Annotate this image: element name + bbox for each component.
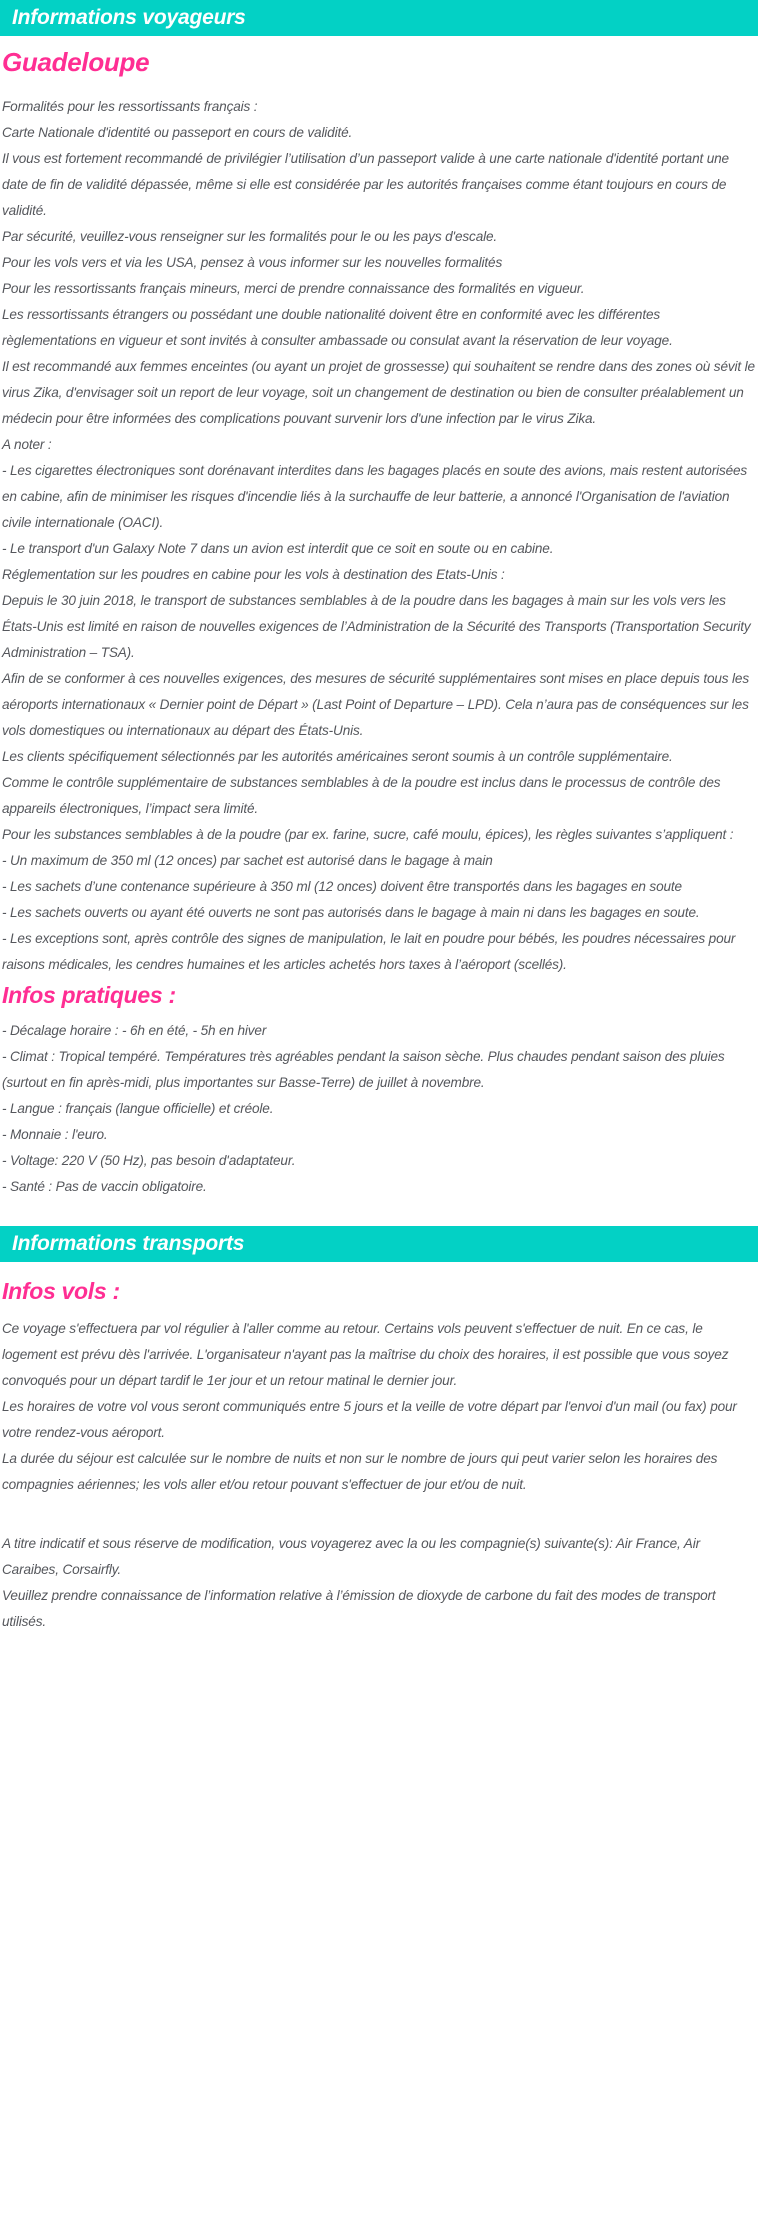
powder-rule-line: - Les exceptions sont, après contrôle des signes de manipulation, le lait en poudre pour bébés, les poudres nécessaires pour raisons médicales, les cendres humaines et les articles achetés hors taxes à l’aéroport (scellés). xyxy=(2,931,736,972)
paragraph-passeport-recommande: Il vous est fortement recommandé de privilégier l’utilisation d’un passeport valide à une carte nationale d'identité portant une date de fin de validité dépassée, même si elle est considérée par les autorités françaises comme étant toujours en cours de validité. xyxy=(2,151,729,218)
list-item-monnaie: - Monnaie : l'euro. xyxy=(2,1127,108,1142)
paragraph-galaxy-note7: - Le transport d'un Galaxy Note 7 dans un avion est interdit que ce soit en soute ou en cabine. xyxy=(2,541,554,556)
list-item-decalage-horaire: - Décalage horaire : - 6h en été, - 5h en hiver xyxy=(2,1023,267,1038)
list-item-voltage: - Voltage: 220 V (50 Hz), pas besoin d'adaptateur. xyxy=(2,1153,296,1168)
infos-pratiques-heading: Infos pratiques : xyxy=(2,982,176,1008)
section-bar-transports xyxy=(0,1226,758,1262)
paragraph-duree-sejour: La durée du séjour est calculée sur le nombre de nuits et non sur le nombre de jours qui peut varier selon les horaires des compagnies aériennes; les vols aller et/ou retour pouvant s'effectuer de jour et/ou de nuit. xyxy=(2,1451,718,1492)
powder-rule-line: Les clients spécifiquement sélectionnés par les autorités américaines seront soumis à un contrôle supplémentaire. xyxy=(2,749,673,764)
powder-rule-line: - Les sachets d’une contenance supérieure à 350 ml (12 onces) doivent être transportés dans les bagages en soute xyxy=(2,879,682,894)
paragraph-virus-zika: Il est recommandé aux femmes enceintes (ou ayant un projet de grossesse) qui souhaitent se rendre dans des zones où sévit le virus Zika, d'envisager soit un report de leur voyage, soit un changement de destination ou bien de consulter préalablement un médecin pour être informées des complications pouvant survenir lors d'une infection par le virus Zika. xyxy=(2,359,755,426)
section-title-voyageurs: Informations voyageurs xyxy=(12,6,246,29)
paragraph-formalites-intro: Formalités pour les ressortissants français : xyxy=(2,99,258,114)
paragraph-a-noter: A noter : xyxy=(2,437,52,452)
paragraph-etrangers-double-nationalite: Les ressortissants étrangers ou possédant une double nationalité doivent être en conformité avec les différentes règlementations en vigueur et sont invités à consulter ambassade ou consulat avant la réservation de leur voyage. xyxy=(2,307,673,348)
list-item-langue: - Langue : français (langue officielle) et créole. xyxy=(2,1101,274,1116)
powder-rule-line: Comme le contrôle supplémentaire de substances semblables à de la poudre est inclus dans le processus de contrôle des appareils électroniques, l’impact sera limité. xyxy=(2,775,721,816)
powder-rule-line: Pour les substances semblables à de la poudre (par ex. farine, sucre, café moulu, épices), les règles suivantes s’appliquent : xyxy=(2,827,734,842)
infos-vols-heading: Infos vols : xyxy=(2,1278,120,1304)
powder-rule-line: - Les sachets ouverts ou ayant été ouverts ne sont pas autorisés dans le bagage à main ni dans les bagages en soute. xyxy=(2,905,700,920)
powder-rule-line: - Un maximum de 350 ml (12 onces) par sachet est autorisé dans le bagage à main xyxy=(2,853,493,868)
infos-pratiques-list xyxy=(0,1018,758,1200)
powder-rule-line: Depuis le 30 juin 2018, le transport de substances semblables à de la poudre dans les bagages à main sur les vols vers les États-Unis est limité en raison de nouvelles exigences de l’Administration de la Sécurité des Transports (Transportation Security Administration – TSA). xyxy=(2,593,751,660)
paragraph-pays-escale: Par sécurité, veuillez-vous renseigner sur les formalités pour le ou les pays d'escale. xyxy=(2,229,498,244)
paragraph-vol-regulier: Ce voyage s'effectuera par vol régulier à l'aller comme au retour. Certains vols peuvent s'effectuer de nuit. En ce cas, le logement est prévu dès l'arrivée. L'organisateur n'ayant pas la maîtrise du choix des horaires, il est possible que vous soyez convoqués pour un départ tardif le 1er jour et un retour matinal le dernier jour. xyxy=(2,1321,729,1388)
paragraph-cigarettes-electroniques: - Les cigarettes électroniques sont dorénavant interdites dans les bagages placés en soute des avions, mais restent autorisées en cabine, afin de minimiser les risques d'incendie liés à la surchauffe de leur batterie, a annoncé l'Organisation de l'aviation civile internationale (OACI). xyxy=(2,463,748,530)
powder-rule-line: Réglementation sur les poudres en cabine pour les vols à destination des Etats-Unis : xyxy=(2,567,505,582)
section-bar-voyageurs xyxy=(0,0,758,36)
powder-rules-block xyxy=(0,562,758,978)
list-item-climat: - Climat : Tropical tempéré. Températures très agréables pendant la saison sèche. Plus chaudes pendant saison des pluies (surtout en fin après-midi, plus importantes sur Basse-Terre) de juillet à novembre. xyxy=(2,1049,725,1090)
paragraph-vols-usa: Pour les vols vers et via les USA, pensez à vous informer sur les nouvelles formalités xyxy=(2,255,503,270)
destination-heading: Guadeloupe xyxy=(2,47,150,77)
list-item-sante: - Santé : Pas de vaccin obligatoire. xyxy=(2,1179,207,1194)
section-title-transports: Informations transports xyxy=(12,1232,245,1255)
paragraph-carte-identite: Carte Nationale d'identité ou passeport en cours de validité. xyxy=(2,125,353,140)
paragraph-horaires-vol: Les horaires de votre vol vous seront communiqués entre 5 jours et la veille de votre départ par l'envoi d'un mail (ou fax) pour votre rendez-vous aéroport. xyxy=(2,1399,737,1440)
horaires-block xyxy=(0,1394,758,1498)
paragraph-emission-co2: Veuillez prendre connaissance de l’information relative à l’émission de dioxyde de carbone du fait des modes de transport utilisés. xyxy=(2,1588,716,1629)
paragraph-mineurs: Pour les ressortissants français mineurs, merci de prendre connaissance des formalités en vigueur. xyxy=(2,281,585,296)
powder-rule-line: Afin de se conformer à ces nouvelles exigences, des mesures de sécurité supplémentaires sont mises en place depuis tous les aéroports internationaux « Dernier point de Départ » (Last Point of Departure – LPD). Cela n’aura pas de conséquences sur les vols domestiques ou internationaux au départ des États-Unis. xyxy=(2,671,749,738)
paragraph-compagnies-aeriennes: A titre indicatif et sous réserve de modification, vous voyagerez avec la ou les compagnie(s) suivante(s): Air France, Air Caraibes, Corsairfly. xyxy=(2,1536,700,1577)
